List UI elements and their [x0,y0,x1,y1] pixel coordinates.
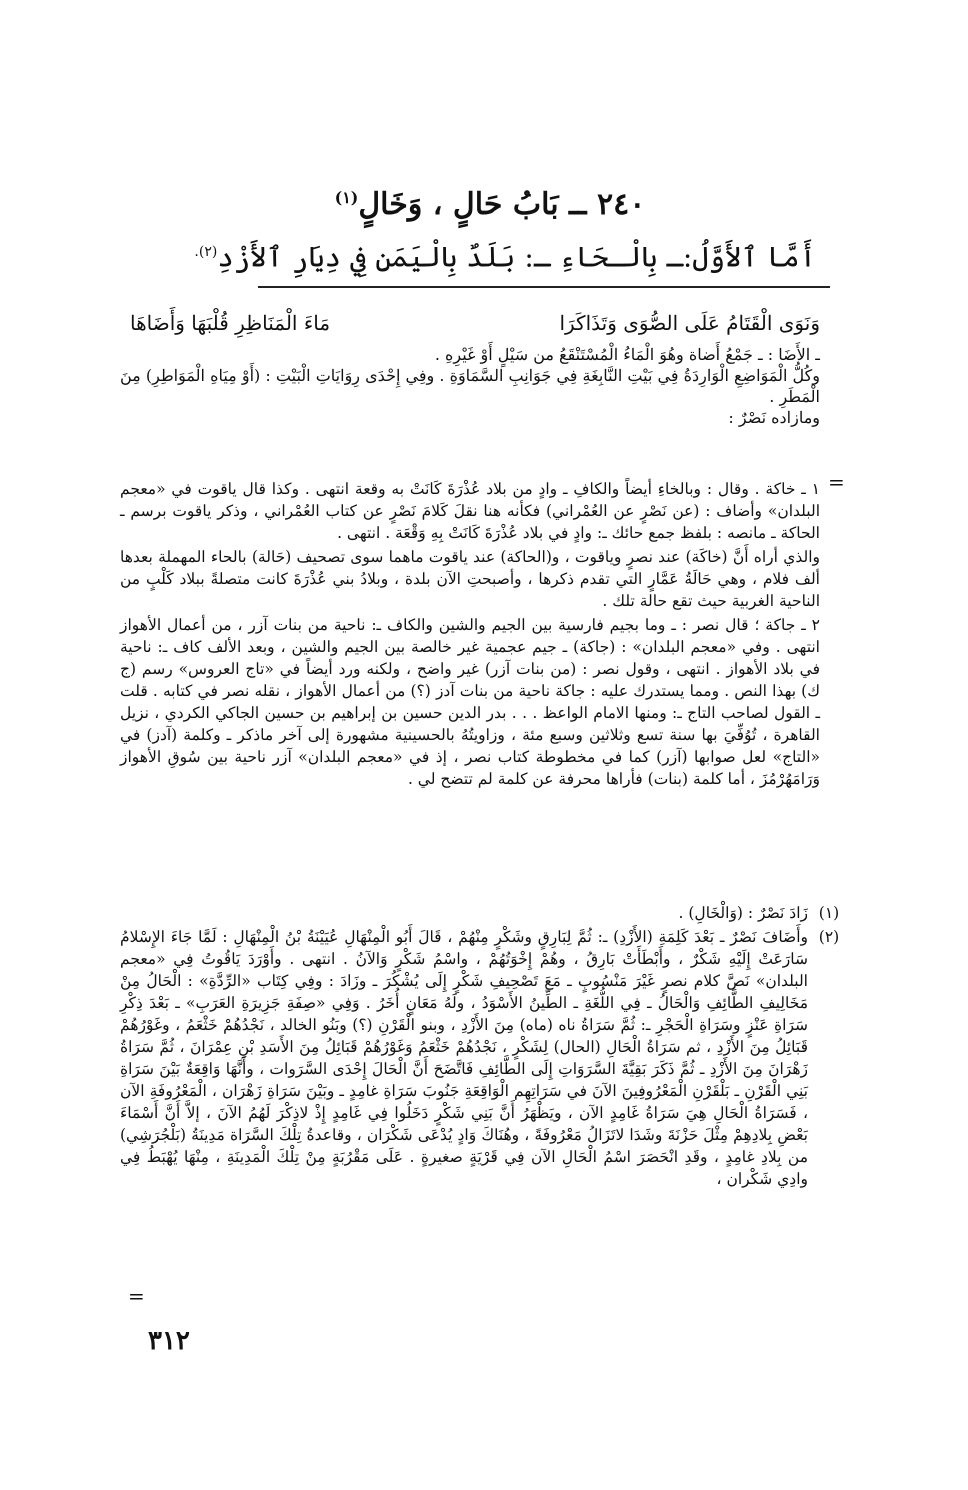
chapter-subtitle [116,232,816,277]
continuation-mark-top: = [828,470,845,494]
chapter-subtitle-text: أَمَّا ٱلأَوَّلُ:ـ بِالْـحَاءِ ـ: بَلَدٌ بِالْيَمَنِ فِي دِيَارِ ٱلأَزْدِ [217,240,816,274]
chapter-title [180,178,800,225]
poem-verse [130,306,820,340]
chapter-subtitle-ref: (٢). [194,244,218,260]
heading-rule [258,286,830,288]
footnotes [120,902,844,1192]
page-number: ٣١٢ [148,1326,190,1356]
note-paragraph: والذي أراه أَنَّ (خاكَة) عند نصرٍ وياقوت ، و(الحاكة) عند ياقوت ماهما سوى تصحيف (حَالة) بالحاء المهملة بعدها ألف فلام ، وهي حَالَةُ عَمَّارٍ التي تقدم ذكرها ، وأصبحتِ الآن بلدة ، وبلادُ بني عُذْرَةَ كانت متصلةً ببلاد كَلْبٍ من الناحية الغربية حيث تقع حالة تلك . [120,548,820,610]
gloss-line: وكُلُّ الْمَوَاضِعِ الْوَارِدَةُ فِي بَيْتِ النَّابِغَةِ فِي جَوَانِبِ السَّمَاوَةِ . وفِي إِحْدَى رِوَايَاتِ الْبَيْتِ : (أَوْ مِيَاهِ الْمَوَاطِرِ) مِنَ الْمَطَرِ . [120,366,821,406]
additions-notes [120,478,820,792]
footnote-text: زَادَ نَصْرٌ : (وَالْخَالِ) . [678,904,808,922]
note-paragraph: ١ ـ خاكة . وقال : وبالخاءِ أيضاً والكافِ ـ وادٍ من بلاد عُذْرَةَ كَانَتْ به وقعة انتهى . وكذا قال ياقوت في «معجم البلدان» وأضاف : (عن نَصْرٍ عن العُمْراني) فكأنه هنا نقلَ كَلامَ نَصْرٍ عن كتاب العُمْراني ، وذكر ياقوت برسم ـ الحاكة ـ مانصه : بلفظ جمع حائك ـ: وادٍ في بلاد عُذْرَةَ كَانَتْ بِهِ وَقْعَة . انتهى . [120,480,820,542]
verse-right-hemistich: وَنَوَى الْقَتَامُ عَلَى الصُّوَى وَتَذَاكَرَا [559,311,820,335]
chapter-title-ref: (١) [334,188,359,207]
gloss-line: ومازاده نَصْرٌ : [728,408,820,427]
footnote-number: (٢) [818,928,840,946]
gloss-line: ـ الأَضَا : ـ جَمْعُ أَضاة وهُوَ الْمَاءُ الْمُسْتَنْقَعُ من سَيْلٍ أَوْ غَيْرِهِ . [434,345,820,364]
continuation-mark-bottom: = [128,1284,145,1308]
footnote [120,926,844,1190]
verse-gloss [120,344,820,428]
verse-left-hemistich: مَاءَ الْمَنَاظِرِ قُلْبَهَا وَأَضَاهَا [130,311,331,335]
footnote-text: وأَضَافَ نَصْرٌ ـ بَعْدَ كَلِمَةِ (الأَزْدِ) ـ: ثُمَّ لِبَارِقٍ وشَكْرٍ مِنْهُمْ ، قَالَ أَبُو الْمِنْهَالِ عُيَيْنَةُ بْنُ الْمِنْهَالِ : لَمَّا جَاءَ الإِسْلامُ سَارَعَتْ إِلَيْهِ شَكْرٌ ، وأَبْطَأَتْ بَارِقُ ، وهُمْ إِخْوَتُهُمْ ، واسْمُ شَكْرٍ وَالآنُ . انتهى . وأَوْرَدَ يَاقُوتُ فِي «معجم البلدان» نَصَّ كلام نصرٍ غَيْرَ مَنْسُوبٍ ـ مَعَ تَصْحِيفِ شَكْرٍ إِلَى يُشْكُرَ ـ وزَادَ : وفِي كِتَاب «الرِّدَّةِ» : الْحَالُ مِنْ مَخَالِيفِ الطَّائِفِ وَالْحَالُ ـ فِي اللُّغَةِ ـ الطِّينُ الأَسْوَدُ ، ولَهُ مَعَانٍ أُخَرُ . وَفِي «صِفَةِ جَزِيرَةِ العَرَبِ» ـ بَعْدَ ذِكْرِ سَرَاةِ عَنْزٍ وسَرَاةِ الْحَجْرِ ـ: ثُمَّ سَرَاةُ ناه (ماه) مِنَ الأَزْدِ ، وبنو الْقَرْنِ (؟) وبَنُو الخالد ، نَجْدُهُمْ خَثْعَمُ ، وغَوْرُهُمْ قَبَائِلُ مِنَ الأَزْدِ ، ثم سَرَاةُ الْحَالِ (الحال) لِشَكْرٍ ، نَجْدُهُمْ خَثْعَمُ وَغَوْرُهُمْ قَبَائِلُ مِنَ الأَسَدِ بْنِ عِمْرَانَ ، ثُمَّ سَرَاةُ زَهْرَانَ مِنَ الأَزْدِ ـ ثُمَّ ذَكَرَ بَقِيَّةَ السَّرَوَاتِ إِلَى الطَّائِفِ فَاتَّضَحَ أَنَّ الْحَالَ إِحْدَى السَّرَوات ، وأَنَّهَا وَاقِعَةٌ بَيْنَ سَرَاةِ بَنِي الْقَرْنِ ـ بَلْقَرْنِ الْمَعْرُوفِينَ الآنَ في سَرَاتِهِم الْوَاقِعَةِ جَنُوبَ سَرَاةِ غامِدٍ ـ وبَيْنَ سَرَاةِ زَهْرَان ، الْمَعْرُوفَةِ الآن ، فَسَرَاةُ الْحَالِ هِيَ سَرَاةُ غَامِدٍ الآن ، ويَظْهَرُ أَنَّ بَنِي شَكْرٍ دَخَلُوا فِي غَامِدٍ إِذْ لاذِكْرَ لَهُمُ الآنَ ، إلاَّ أَنَّ أَسْمَاءَ بَعْضِ بِلادِهِمْ مِثْلَ حَزْنَةَ وشَدَا لاتَزَالُ مَعْرُوفَةً ، وهُنَاكَ وَادٍ يُدْعَى شَكْرَان ، وقاعدةُ تِلْكَ السَّرَاة مَدِينَةُ (بَلْجُرَشِي) من بِلادِ غامِدٍ ، وقَدِ انْحَصَرَ اسْمُ الْحَالِ الآن فِي قَرْيَةٍ صغيرةٍ . عَلَى مَقْرُبَةٍ مِنْ تِلْكَ الْمَدِينَةِ ، مِنْهَا يُهْبَطُ فِي وادِي شَكْران ، [120,928,808,1188]
note-paragraph: ٢ ـ جاكة ؛ قال نصر : ـ وما بجيم فارسية بين الجيم والشين والكاف ـ: ناحية من بنات آزر ، من أعمال الأهواز انتهى . وفي «معجم البلدان» : (جاكة) ـ جيم عجمية غير خالصة بين الجيم والشين ، وبعد الألف كاف ـ: ناحية في بلاد الأهواز . انتهى ، وقول نصر : (من بنات آزر) غير واضح ، ولكنه ورد أيضاً في «تاج العروس» رسم (ج ك) بهذا النص . ومما يستدرك عليه : جاكة ناحية من بنات آدز (؟) من أعمال الأهواز ، نقله نصر في كتابه . قلت ـ القول لصاحب التاج ـ: ومنها الامام الواعظ . . . بدر الدين حسين بن إبراهيم بن حسين الجاكي الكردي ، نزيل القاهرة ، تُوُفِّيَ بها سنة تسع وثلاثين وسبع مئة ، وزاويتُهُ بالحسينية مشهورة إلى آخر ماذكر ـ وكلمة (آدز) في «التاج» لعل صوابها (آزر) كما في مخطوطة كتاب نصر ، إذ في «معجم البلدان» آزر ناحية بين سُوقِ الأهواز وَرَامَهُرْمُزَ ، أما كلمة (بنات) فأراها محرفة عن كلمة لم تتضح لي . [120,616,820,788]
footnote-number: (١) [818,904,840,922]
footnote [120,902,844,924]
chapter-title-text: ٢٤٠ ــ بَابُ حَالٍ ، وَخَالٍ [358,187,646,222]
